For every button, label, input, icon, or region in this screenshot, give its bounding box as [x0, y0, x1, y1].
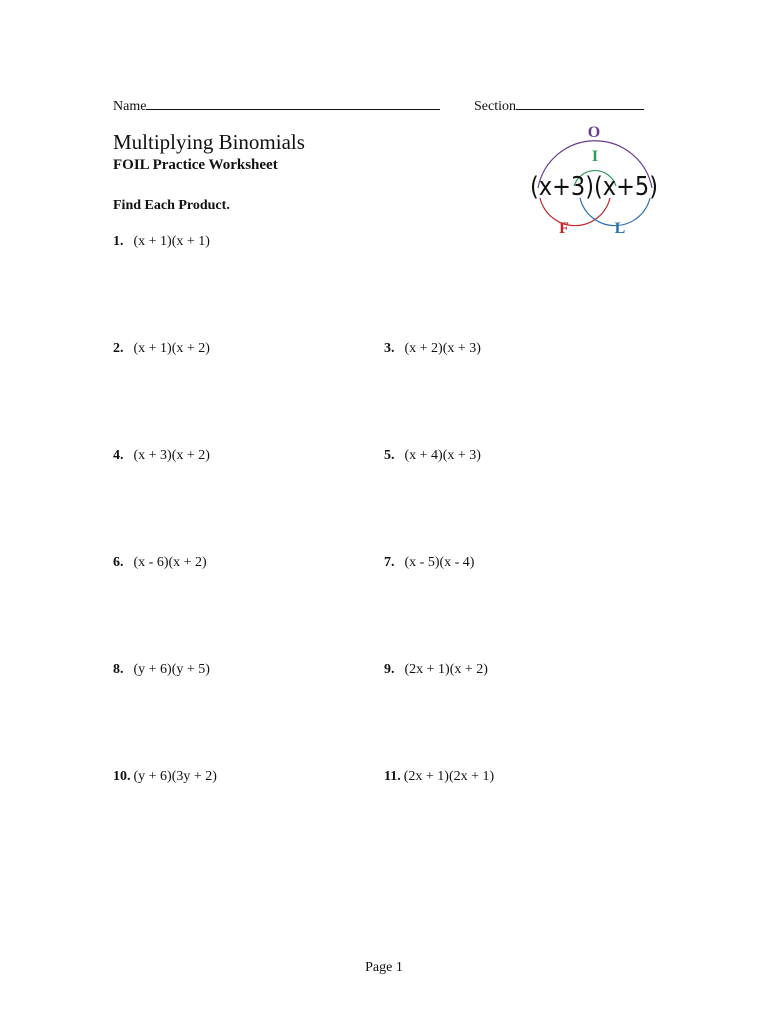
problem-number: 1. — [113, 234, 124, 249]
problem-expression: (x - 5)(x - 4) — [404, 555, 475, 570]
problem-number: 5. — [384, 448, 395, 463]
problem-number: 2. — [113, 341, 124, 356]
first-label: F — [559, 220, 569, 237]
outer-label: O — [587, 124, 601, 141]
problem-4 — [113, 448, 210, 464]
problem-number: 7. — [384, 555, 395, 570]
problem-9 — [384, 662, 488, 678]
first-arc — [540, 198, 610, 226]
problem-8 — [113, 662, 210, 678]
problem-number: 6. — [113, 555, 124, 570]
problem-expression: (x + 1)(x + 2) — [133, 341, 210, 356]
problem-11 — [384, 769, 494, 785]
problem-1 — [113, 234, 210, 250]
problem-5 — [384, 448, 481, 464]
name-blank-line[interactable] — [146, 95, 440, 110]
foil-diagram — [524, 120, 664, 240]
problem-number: 3. — [384, 341, 395, 356]
name-field — [113, 95, 440, 115]
section-blank-line[interactable] — [516, 95, 644, 110]
problem-number: 4. — [113, 448, 124, 463]
problem-number: 8. — [113, 662, 124, 677]
problem-number: 11. — [384, 769, 401, 784]
problem-expression: (x + 3)(x + 2) — [133, 448, 210, 463]
problem-expression: (y + 6)(3y + 2) — [133, 769, 217, 784]
problem-number: 10. — [113, 769, 131, 784]
section-field — [474, 95, 644, 115]
foil-expression: (x+3)(x+5) — [530, 172, 658, 202]
problem-expression: (2x + 1)(x + 2) — [404, 662, 488, 677]
problem-expression: (2x + 1)(2x + 1) — [403, 769, 495, 784]
problem-expression: (x + 1)(x + 1) — [133, 234, 210, 249]
problem-10 — [113, 769, 217, 785]
inner-label: I — [591, 148, 599, 165]
problem-2 — [113, 341, 210, 357]
problem-number: 9. — [384, 662, 395, 677]
problem-expression: (y + 6)(y + 5) — [133, 662, 210, 677]
page-number: Page 1 — [365, 960, 403, 975]
problem-expression: (x + 4)(x + 3) — [404, 448, 481, 463]
problem-6 — [113, 555, 207, 571]
problem-3 — [384, 341, 481, 357]
section-label: Section — [474, 99, 516, 114]
problem-7 — [384, 555, 474, 571]
problem-expression: (x + 2)(x + 3) — [404, 341, 481, 356]
instructions: Find Each Product. — [113, 198, 230, 213]
worksheet-title: Multiplying Binomials — [113, 130, 305, 154]
problem-expression: (x - 6)(x + 2) — [133, 555, 207, 570]
name-label: Name — [113, 99, 147, 114]
last-label: L — [614, 220, 626, 237]
worksheet-subtitle: FOIL Practice Worksheet — [113, 157, 278, 173]
